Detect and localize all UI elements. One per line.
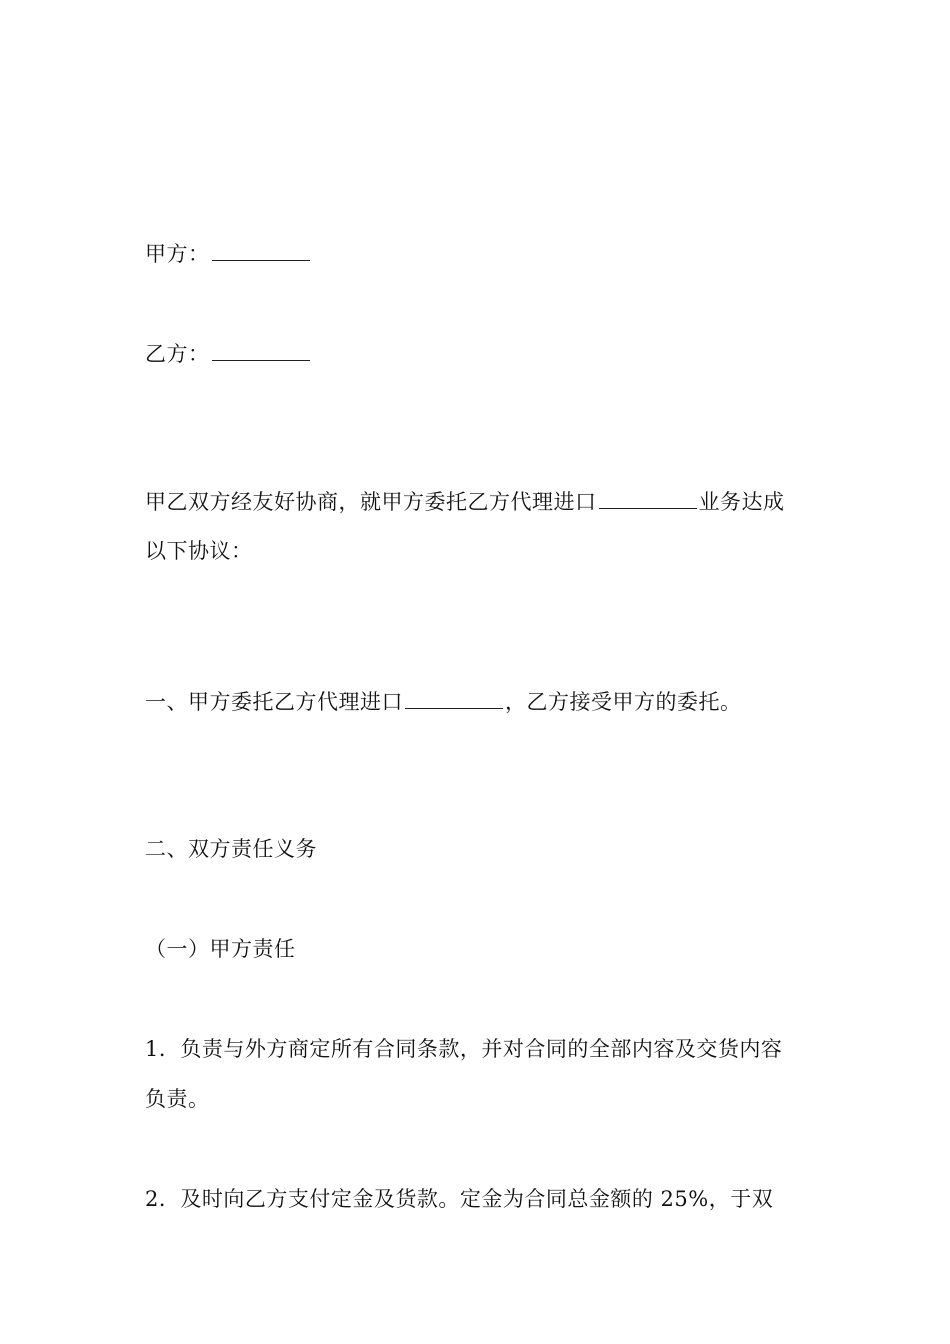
- party-a-line: [145, 238, 312, 269]
- party-b-blank: [212, 338, 310, 361]
- party-a-blank: [212, 238, 310, 261]
- intro-blank: [599, 486, 697, 509]
- intro-text-before: 甲乙双方经友好协商，就甲方委托乙方代理进口: [145, 490, 597, 514]
- clause2-sub-heading: [145, 934, 296, 964]
- clause2-sub-heading-text: （一）甲方责任: [145, 937, 296, 961]
- intro-line-1: [145, 486, 785, 517]
- party-a-label: 甲方：: [145, 242, 210, 266]
- intro-text-after: 业务达成: [698, 490, 785, 514]
- clause1-line: [145, 686, 742, 717]
- clause1-text-before: 一、甲方委托乙方代理进口: [145, 690, 403, 714]
- item2-text-line1: 2．及时向乙方支付定金及货款。定金为合同总金额的 25%，于双: [145, 1187, 774, 1211]
- clause1-text-after: ，乙方接受甲方的委托。: [505, 690, 742, 714]
- clause2-heading-text: 二、双方责任义务: [145, 837, 317, 861]
- intro-line-2: [145, 536, 253, 566]
- party-b-line: [145, 338, 312, 369]
- clause2-heading: [145, 834, 317, 864]
- item1-line-1: [145, 1034, 782, 1064]
- clause1-blank: [405, 686, 503, 709]
- item1-text-line1: 1．负责与外方商定所有合同条款，并对合同的全部内容及交货内容: [145, 1037, 783, 1061]
- item1-line-2: [145, 1084, 210, 1114]
- intro-text-line2: 以下协议：: [145, 539, 253, 563]
- item1-text-line2: 负责。: [145, 1087, 210, 1111]
- item2-line-1: [145, 1184, 773, 1214]
- party-b-label: 乙方：: [145, 342, 210, 366]
